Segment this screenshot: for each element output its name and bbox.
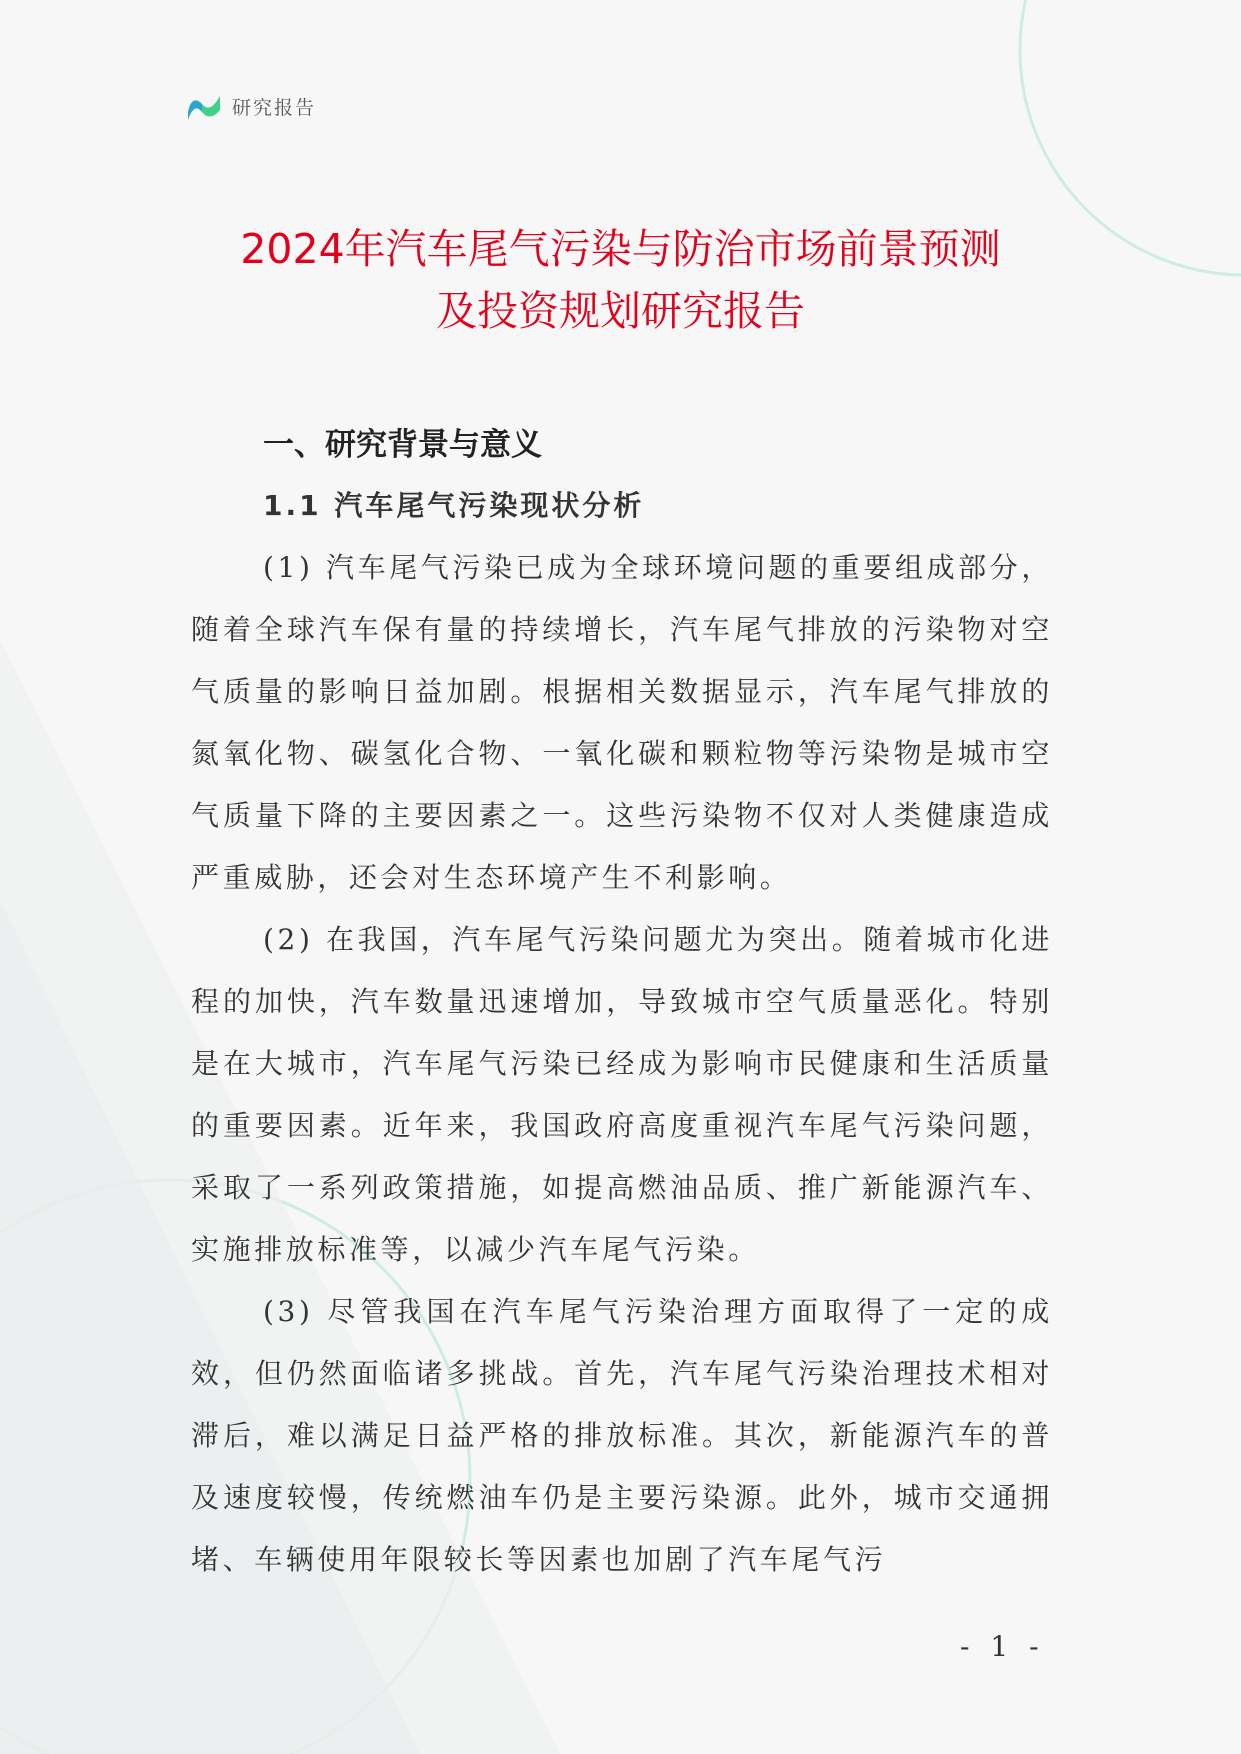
title-line-2: 及投资规划研究报告 xyxy=(436,287,805,335)
paragraph-1: (1) 汽车尾气污染已成为全球环境问题的重要组成部分，随着全球汽车保有量的持续增长，汽车尾气排放的污染物对空气质量的影响日益加剧。根据相关数据显示，汽车尾气排放的氮氧化物、碳氢化合物、一氧化碳和颗粒物等污染物是城市空气质量下降的主要因素之一。这些污染物不仅对人类健康造成严重威胁，还会对生态环境产生不利影响。 xyxy=(191,551,1053,894)
paragraph-2: (2) 在我国，汽车尾气污染问题尤为突出。随着城市化进程的加快，汽车数量迅速增加，导致城市空气质量恶化。特别是在大城市，汽车尾气污染已经成为影响市民健康和生活质量的重要因素。近年来，我国政府高度重视汽车尾气污染问题，采取了一系列政策措施，如提高燃油品质、推广新能源汽车、实施排放标准等，以减少汽车尾气污染。 xyxy=(191,923,1053,1266)
document-header xyxy=(186,90,316,122)
header-label: 研究报告 xyxy=(232,96,317,119)
title-line-1: 2024年汽车尾气污染与防治市场前景预测 xyxy=(240,225,1001,273)
brand-logo-icon xyxy=(186,90,222,122)
subsection-heading: 1.1 汽车尾气污染现状分析 xyxy=(263,489,645,522)
document-title xyxy=(150,218,1091,342)
page-number: - 1 - xyxy=(960,1630,1045,1663)
paragraph-3: (3) 尽管我国在汽车尾气污染治理方面取得了一定的成效，但仍然面临诸多挑战。首先，汽车尾气污染治理技术相对滞后，难以满足日益严格的排放标准。其次，新能源汽车的普及速度较慢，传统燃油车仍是主要污染源。此外，城市交通拥堵、车辆使用年限较长等因素也加剧了汽车尾气污 xyxy=(191,1295,1053,1576)
section-heading: 一、研究背景与意义 xyxy=(263,427,542,463)
document-body xyxy=(191,415,1053,1591)
